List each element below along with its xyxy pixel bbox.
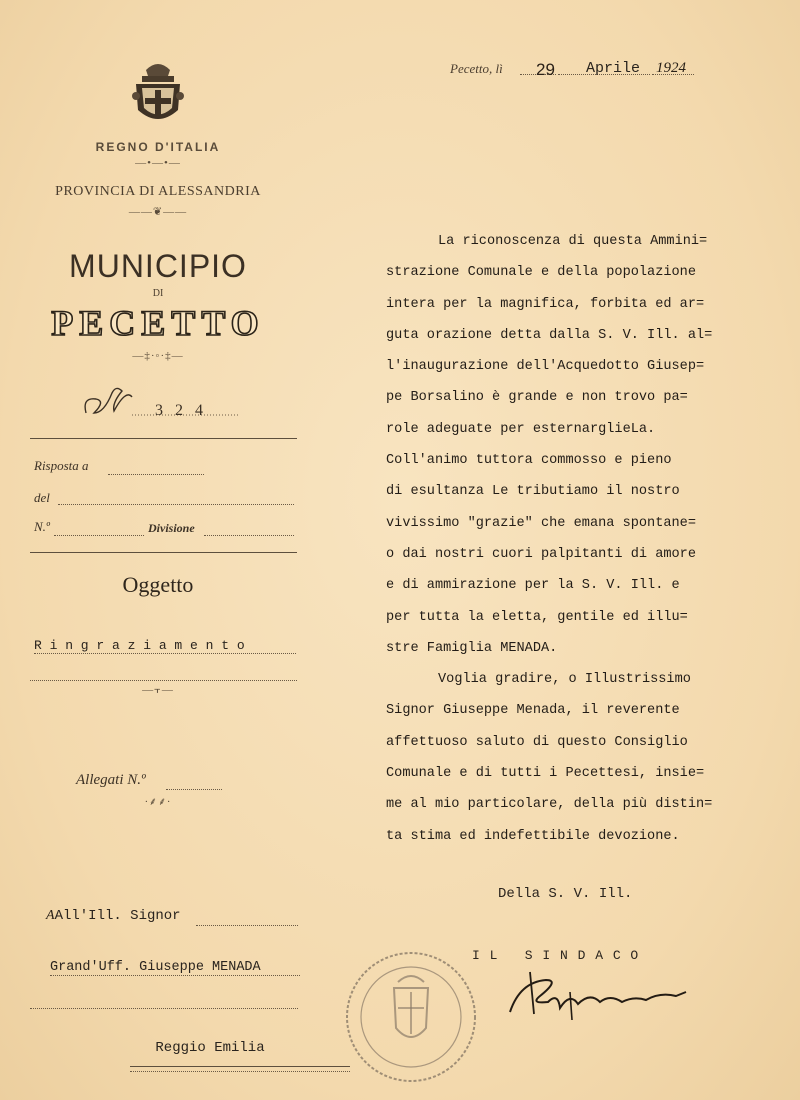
recipient-extra-line [30,1008,298,1009]
date-year: 1924 [656,60,686,76]
letter-line: Signor Giuseppe Menada, il reverente [386,703,680,719]
date-place-label: Pecetto, lì [450,61,503,76]
letter-line: ta stima ed indefettibile devozione. [386,828,680,844]
letter-line: vivissimo "grazie" che emana spontane= [386,515,696,531]
municipal-stamp-icon [342,948,480,1086]
date-line [450,60,710,84]
municipio-heading: MUNICIPIO [69,248,247,284]
del-label: del [34,490,50,505]
letter-line: strazione Comunale e della popolazione [386,265,696,281]
letter-line: pe Borsalino è grande e non trovo pa= [386,390,688,406]
letter-line: La riconoscenza di questa Ammini= [438,234,708,249]
signoff-title: I L S I N D A C O [472,948,640,963]
letter-body [386,226,776,852]
divisione-field [204,535,294,536]
recipient-city: Reggio Emilia [155,1040,265,1056]
town-heading: PECETTO [51,303,265,343]
oggetto-label: Oggetto [122,572,194,597]
royal-crest-icon [128,58,188,130]
allegati-field [166,789,222,790]
number-field [54,535,144,536]
letter-line: me al mio particolare, della più distin= [386,797,713,813]
recipient-prefix-text: All'Ill. Signor [54,908,181,924]
ornament-divider: —‡·◦·‡— [132,350,184,362]
number-label: N.º [34,519,50,534]
divider-line [30,438,297,439]
closing-formula: Della S. V. Ill. [498,886,633,902]
recipient-prefix-field [196,925,298,926]
letter-line: o dai nostri cuori palpitanti di amore [386,546,696,562]
ornament-divider: ——❦—— [128,206,188,218]
risposta-label: Risposta a [34,458,89,473]
oggetto-value: R i n g r a z i a m e n t o [34,638,296,654]
allegati-label: Allegati N.º [76,772,146,788]
divisione-label: Divisione [148,521,195,535]
letter-line: di esultanza Le tributiamo il nostro [386,484,680,500]
ornament-divider: —•—•— [135,157,181,169]
letter-line: Voglia gradire, o Illustrissimo [438,672,691,688]
mayor-signature-icon [500,962,700,1022]
date-day: 29 [536,60,555,79]
letter-line: Coll'animo tuttora commosso e pieno [386,453,672,469]
letter-line: stre Famiglia MENADA. [386,640,558,656]
recipient-bottom-rule [130,1066,350,1072]
recipient-prefix: AAll'Ill. Signor [46,908,181,924]
recipient-name: Grand'Uff. Giuseppe MENADA [50,960,300,976]
letter-line: e di ammirazione per la S. V. Ill. e [386,578,680,594]
letter-line: intera per la magnifica, forbita ed ar= [386,296,705,312]
letter-line: Comunale e di tutti i Pecettesi, insie= [386,766,705,782]
letter-line: per tutta la eletta, gentile ed illu= [386,609,688,625]
del-field [58,504,294,505]
letter-line: affettuoso saluto di questo Consiglio [386,734,688,750]
ornament-divider: —⫟— [142,684,174,696]
divider-line [30,552,297,553]
oggetto-extra-line [30,680,297,681]
date-month: Aprile [586,60,641,77]
province-heading: PROVINCIA DI ALESSANDRIA [55,184,261,199]
letter-line: guta orazione detta dalla S. V. Ill. al= [386,327,713,343]
kingdom-heading: REGNO D'ITALIA [95,140,221,154]
di-label: DI [152,288,164,299]
letter-line: l'inaugurazione dell'Acquedotto Giusep= [386,359,705,375]
letter-line: role adeguate per esternarglieLa. [386,421,656,437]
protocol-number: 3 2 4 [155,402,207,419]
ornament-divider: ∙⸙⸙∙ [145,796,171,808]
risposta-field [108,474,204,475]
